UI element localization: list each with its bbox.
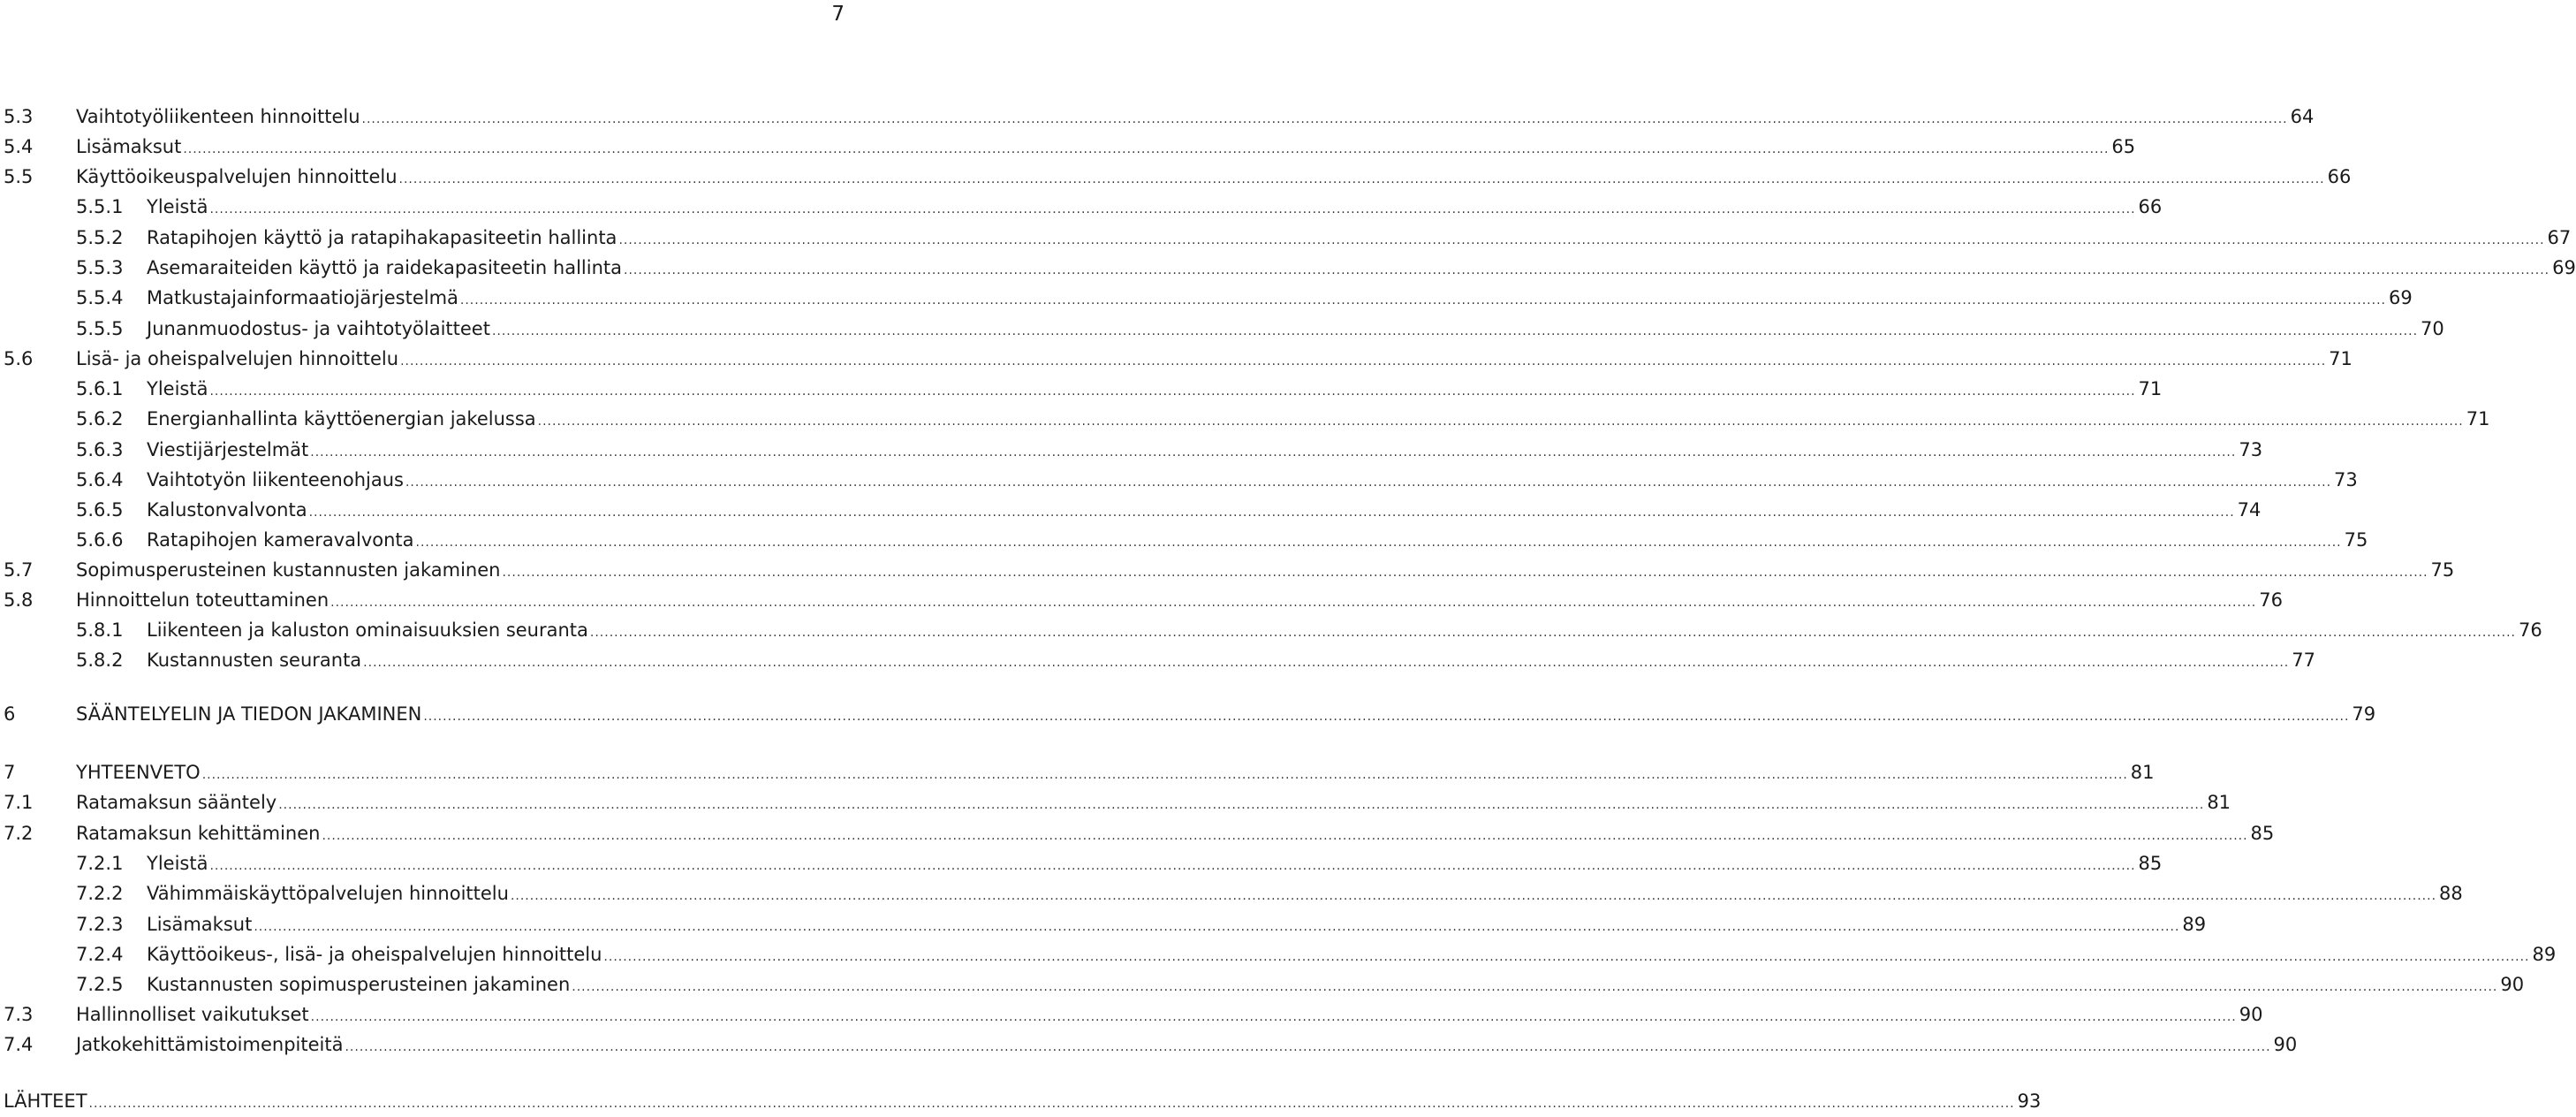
toc-entry-page: 69	[2552, 257, 2576, 278]
toc-dot-leader: ................................................................................................................................................................................................................................................................................................................................................................................................................	[510, 889, 2437, 903]
toc-dot-leader: ................................................................................................................................................................................................................................................................................................................................................................................................................	[209, 202, 2136, 217]
toc-entry-body	[76, 1001, 2263, 1030]
toc-entry-page: 81	[2207, 792, 2231, 813]
toc-entry-page: 71	[2138, 378, 2163, 399]
toc-dot-leader: ................................................................................................................................................................................................................................................................................................................................................................................................................	[322, 829, 2248, 843]
toc-entry-body	[147, 406, 2490, 435]
toc-entry-number: 7.2.3	[76, 914, 124, 935]
toc-entry-page: 76	[2259, 589, 2283, 611]
toc-entry-page: 65	[2111, 136, 2136, 157]
toc-entry-title: Lisämaksut	[76, 136, 182, 157]
toc-entry-page: 93	[2017, 1090, 2042, 1112]
toc-entry-body	[76, 701, 2376, 730]
toc-entry-body	[76, 759, 2155, 788]
toc-entry[interactable]	[0, 850, 2163, 877]
toc-entry-page: 89	[2532, 944, 2557, 965]
toc-entry-title: Lisämaksut	[147, 914, 253, 935]
toc-entry-body	[76, 133, 2136, 163]
toc-entry-title: Hinnoittelun toteuttaminen	[76, 589, 330, 611]
toc-entry-number: 5.6.2	[76, 408, 124, 429]
toc-dot-leader: ................................................................................................................................................................................................................................................................................................................................................................................................................	[308, 505, 2235, 520]
toc-entry-number: 5.5.3	[76, 257, 124, 278]
toc-entry-page: 70	[2421, 318, 2444, 339]
toc-dot-leader: ................................................................................................................................................................................................................................................................................................................................................................................................................	[491, 324, 2419, 338]
toc-entry-title: Ratamaksun kehittäminen	[76, 823, 321, 844]
toc-entry-body	[147, 617, 2542, 646]
toc-entry-page: 71	[2466, 408, 2490, 429]
toc-dot-leader: ................................................................................................................................................................................................................................................................................................................................................................................................................	[624, 263, 2550, 277]
toc-entry-body	[147, 285, 2413, 314]
toc-entry-body	[147, 971, 2525, 1000]
toc-entry-title: Matkustajainformaatiojärjestelmä	[147, 287, 458, 308]
toc-entry-page: 67	[2547, 227, 2572, 248]
toc-entry[interactable]	[0, 133, 2136, 160]
toc-entry-page: 90	[2500, 974, 2525, 995]
toc-entry-title: Käyttöoikeuspalvelujen hinnoittelu	[76, 166, 398, 187]
toc-entry-title: Vaihtotyöliikenteen hinnoittelu	[76, 106, 360, 127]
toc-entry-number: 6	[4, 703, 16, 725]
toc-entry[interactable]	[0, 527, 2368, 553]
toc-entry-page: 85	[2138, 853, 2163, 874]
toc-entry-title: Ratapihojen käyttö ja ratapihakapasiteetin hallinta	[147, 227, 617, 248]
toc-entry-number: 7.2	[4, 823, 34, 844]
toc-dot-leader: ................................................................................................................................................................................................................................................................................................................................................................................................................	[361, 112, 2288, 126]
toc-dot-leader: ................................................................................................................................................................................................................................................................................................................................................................................................................	[423, 710, 2350, 724]
toc-entry-page: 69	[2388, 287, 2413, 308]
toc-dot-leader: ................................................................................................................................................................................................................................................................................................................................................................................................................	[310, 445, 2237, 460]
toc-dot-leader: ................................................................................................................................................................................................................................................................................................................................................................................................................	[310, 1010, 2237, 1024]
toc-entry-title: Junanmuodostus- ja vaihtotyölaitteet	[147, 318, 490, 339]
toc-entry-page: 75	[2430, 559, 2455, 581]
toc-entry-page: 79	[2352, 703, 2376, 725]
toc-entry-body	[76, 1031, 2298, 1060]
toc-entry-page: 75	[2344, 529, 2368, 551]
toc-entry-title: Jatkokehittämistoimenpiteitä	[76, 1034, 344, 1055]
toc-entry[interactable]	[0, 941, 2557, 968]
toc-dot-leader: ................................................................................................................................................................................................................................................................................................................................................................................................................	[183, 142, 2110, 156]
toc-entry[interactable]	[0, 1031, 2298, 1058]
toc-dot-leader: ................................................................................................................................................................................................................................................................................................................................................................................................................	[572, 980, 2498, 994]
toc-dot-leader: ................................................................................................................................................................................................................................................................................................................................................................................................................	[278, 798, 2205, 812]
toc-entry-number: 7.1	[4, 792, 34, 813]
toc-entry-title: Viestijärjestelmät	[147, 439, 309, 460]
toc-entry-number: 5.8.1	[76, 619, 124, 641]
toc-entry[interactable]	[0, 315, 2444, 342]
toc-entry-number: 5.5.5	[76, 318, 124, 339]
toc-entry-number: 5.5.1	[76, 196, 124, 217]
toc-dot-leader: ................................................................................................................................................................................................................................................................................................................................................................................................................	[201, 768, 2128, 782]
toc-dot-leader: ................................................................................................................................................................................................................................................................................................................................................................................................................	[209, 384, 2136, 399]
toc-entry-title: Energianhallinta käyttöenergian jakelussa	[147, 408, 536, 429]
toc-entry-number: 5.3	[4, 106, 34, 127]
toc-dot-leader: ................................................................................................................................................................................................................................................................................................................................................................................................................	[589, 626, 2516, 640]
toc-entry-number: 7.2.5	[76, 974, 124, 995]
toc-entry-body	[147, 941, 2557, 970]
toc-entry-page: 74	[2237, 499, 2262, 521]
toc-entry-body	[76, 587, 2283, 616]
toc-entry-number: 5.7	[4, 559, 34, 581]
toc-dot-leader: ................................................................................................................................................................................................................................................................................................................................................................................................................	[209, 859, 2136, 873]
toc-entry-body	[147, 527, 2368, 556]
toc-entry-number: 5.6.3	[76, 439, 124, 460]
toc-entry-number: 7.3	[4, 1004, 34, 1025]
toc-dot-leader: ................................................................................................................................................................................................................................................................................................................................................................................................................	[537, 414, 2464, 429]
toc-entry-title: Vaihtotyön liikenteenohjaus	[147, 469, 404, 490]
toc-entry-page: 90	[2273, 1034, 2298, 1055]
toc-entry-page: 71	[2329, 348, 2352, 369]
toc-entry-title: YHTEENVETO	[76, 762, 201, 783]
toc-entry[interactable]	[0, 255, 2576, 281]
toc-entry[interactable]	[0, 971, 2525, 998]
toc-entry-title: Ratamaksun sääntely	[76, 792, 277, 813]
toc-entry-title: Sopimusperusteinen kustannusten jakaminen	[76, 559, 501, 581]
toc-dot-leader: ................................................................................................................................................................................................................................................................................................................................................................................................................	[415, 536, 2342, 550]
toc-entry[interactable]	[0, 467, 2358, 493]
toc-entry-number: 5.8.2	[76, 650, 124, 671]
toc-entry-body	[147, 467, 2358, 496]
toc-entry[interactable]	[0, 103, 2315, 130]
toc-entry-title: Hallinnolliset vaikutukset	[76, 1004, 309, 1025]
toc-dot-leader: ................................................................................................................................................................................................................................................................................................................................................................................................................	[330, 596, 2257, 610]
toc-entry-body	[147, 224, 2572, 254]
toc-entry[interactable]	[0, 376, 2163, 402]
toc-entry[interactable]	[0, 224, 2572, 251]
toc-entry-title: Käyttöoikeus-, lisä- ja oheispalvelujen hinnoittelu	[147, 944, 602, 965]
toc-dot-leader: ................................................................................................................................................................................................................................................................................................................................................................................................................	[398, 172, 2325, 186]
toc-entry-page: 88	[2439, 883, 2463, 904]
toc-entry-number: 5.5	[4, 166, 34, 187]
toc-entry-title: LÄHTEET	[4, 1090, 87, 1112]
toc-entry-title: Yleistä	[147, 378, 208, 399]
toc-entry-title: Yleistä	[147, 853, 208, 874]
toc-entry[interactable]	[0, 587, 2283, 613]
toc-entry-body	[76, 103, 2315, 133]
toc-entry-body	[147, 194, 2163, 223]
toc-entry[interactable]	[0, 759, 2155, 786]
toc-entry[interactable]	[0, 194, 2163, 220]
toc-entry-body	[147, 497, 2262, 526]
toc-entry[interactable]	[0, 880, 2463, 907]
toc-entry-page: 90	[2239, 1004, 2263, 1025]
toc-entry-number: 7.4	[4, 1034, 34, 1055]
toc-entry-page: 89	[2182, 914, 2207, 935]
toc-entry-body	[147, 850, 2163, 879]
toc-entry[interactable]	[0, 437, 2263, 463]
toc-entry[interactable]	[0, 820, 2275, 847]
toc-entry-body	[147, 911, 2207, 940]
toc-entry-page: 66	[2138, 196, 2163, 217]
toc-entry-page: 76	[2518, 619, 2542, 641]
toc-entry[interactable]	[0, 911, 2207, 938]
toc-entry-title: Liikenteen ja kaluston ominaisuuksien seuranta	[147, 619, 588, 641]
toc-entry-page: 81	[2130, 762, 2155, 783]
toc-dot-leader: ................................................................................................................................................................................................................................................................................................................................................................................................................	[459, 293, 2386, 308]
toc-dot-leader: ................................................................................................................................................................................................................................................................................................................................................................................................................	[502, 566, 2428, 580]
toc-dot-leader: ................................................................................................................................................................................................................................................................................................................................................................................................................	[400, 354, 2327, 369]
toc-entry[interactable]	[0, 701, 2376, 727]
toc-entry-body	[147, 647, 2315, 676]
toc-entry[interactable]	[0, 1088, 2042, 1114]
toc-entry-number: 5.6.4	[76, 469, 124, 490]
toc-entry-page: 66	[2327, 166, 2352, 187]
toc-entry-number: 7.2.1	[76, 853, 124, 874]
toc-entry-body	[147, 376, 2163, 405]
toc-entry-body	[76, 789, 2231, 818]
toc-entry[interactable]	[0, 285, 2413, 311]
toc-entry-body	[147, 437, 2263, 466]
toc-entry[interactable]	[0, 647, 2315, 673]
toc-entry-body	[76, 163, 2352, 193]
toc-entry-title: Kustannusten seuranta	[147, 650, 362, 671]
toc-entry-page: 64	[2290, 106, 2315, 127]
toc-entry-body	[147, 255, 2576, 284]
toc-entry-number: 7	[4, 762, 16, 783]
toc-entry-number: 5.6.1	[76, 378, 124, 399]
toc-entry[interactable]	[0, 1001, 2263, 1028]
toc-entry[interactable]	[0, 497, 2262, 523]
toc-entry[interactable]	[0, 557, 2455, 583]
toc-dot-leader: ................................................................................................................................................................................................................................................................................................................................................................................................................	[254, 920, 2180, 934]
toc-entry-title: Kustannusten sopimusperusteinen jakaminen	[147, 974, 571, 995]
toc-dot-leader: ................................................................................................................................................................................................................................................................................................................................................................................................................	[603, 950, 2530, 964]
toc-entry-number: 7.2.4	[76, 944, 124, 965]
toc-entry-number: 5.6.5	[76, 499, 124, 521]
toc-entry-title: Lisä- ja oheispalvelujen hinnoittelu	[76, 348, 399, 369]
page-number: 7	[831, 3, 845, 26]
toc-dot-leader: ................................................................................................................................................................................................................................................................................................................................................................................................................	[88, 1097, 2015, 1111]
toc-entry-body	[4, 1088, 2042, 1117]
toc-entry-title: Kalustonvalvonta	[147, 499, 307, 521]
toc-entry-title: Asemaraiteiden käyttö ja raidekapasiteetin hallinta	[147, 257, 623, 278]
toc-dot-leader: ................................................................................................................................................................................................................................................................................................................................................................................................................	[363, 656, 2290, 670]
toc-entry-page: 77	[2292, 650, 2315, 671]
toc-entry-page: 73	[2334, 469, 2358, 490]
toc-entry-title: Yleistä	[147, 196, 208, 217]
toc-entry-number: 5.4	[4, 136, 34, 157]
toc-entry-number: 5.5.4	[76, 287, 124, 308]
toc-dot-leader: ................................................................................................................................................................................................................................................................................................................................................................................................................	[405, 475, 2332, 490]
toc-entry-body	[76, 557, 2455, 586]
toc-entry-number: 5.6	[4, 348, 34, 369]
toc-entry-page: 73	[2239, 439, 2263, 460]
toc-dot-leader: ................................................................................................................................................................................................................................................................................................................................................................................................................	[345, 1040, 2271, 1054]
toc-entry-body	[147, 880, 2463, 909]
toc-entry-body	[76, 820, 2275, 849]
toc-entry-body	[147, 315, 2444, 345]
toc-entry[interactable]	[0, 617, 2542, 643]
toc-entry[interactable]	[0, 406, 2490, 432]
toc-entry-page: 85	[2250, 823, 2275, 844]
toc-entry-title: Vähimmäiskäyttöpalvelujen hinnoittelu	[147, 883, 509, 904]
toc-entry-number: 5.5.2	[76, 227, 124, 248]
toc-entry-title: SÄÄNTELYELIN JA TIEDON JAKAMINEN	[76, 703, 422, 725]
toc-entry[interactable]	[0, 346, 2352, 372]
toc-entry[interactable]	[0, 789, 2231, 816]
toc-entry[interactable]	[0, 163, 2352, 190]
toc-entry-body	[76, 346, 2352, 375]
toc-entry-number: 5.8	[4, 589, 34, 611]
toc-entry-number: 7.2.2	[76, 883, 124, 904]
toc-entry-title: Ratapihojen kameravalvonta	[147, 529, 414, 551]
toc-entry-number: 5.6.6	[76, 529, 124, 551]
toc-dot-leader: ................................................................................................................................................................................................................................................................................................................................................................................................................	[618, 233, 2545, 247]
